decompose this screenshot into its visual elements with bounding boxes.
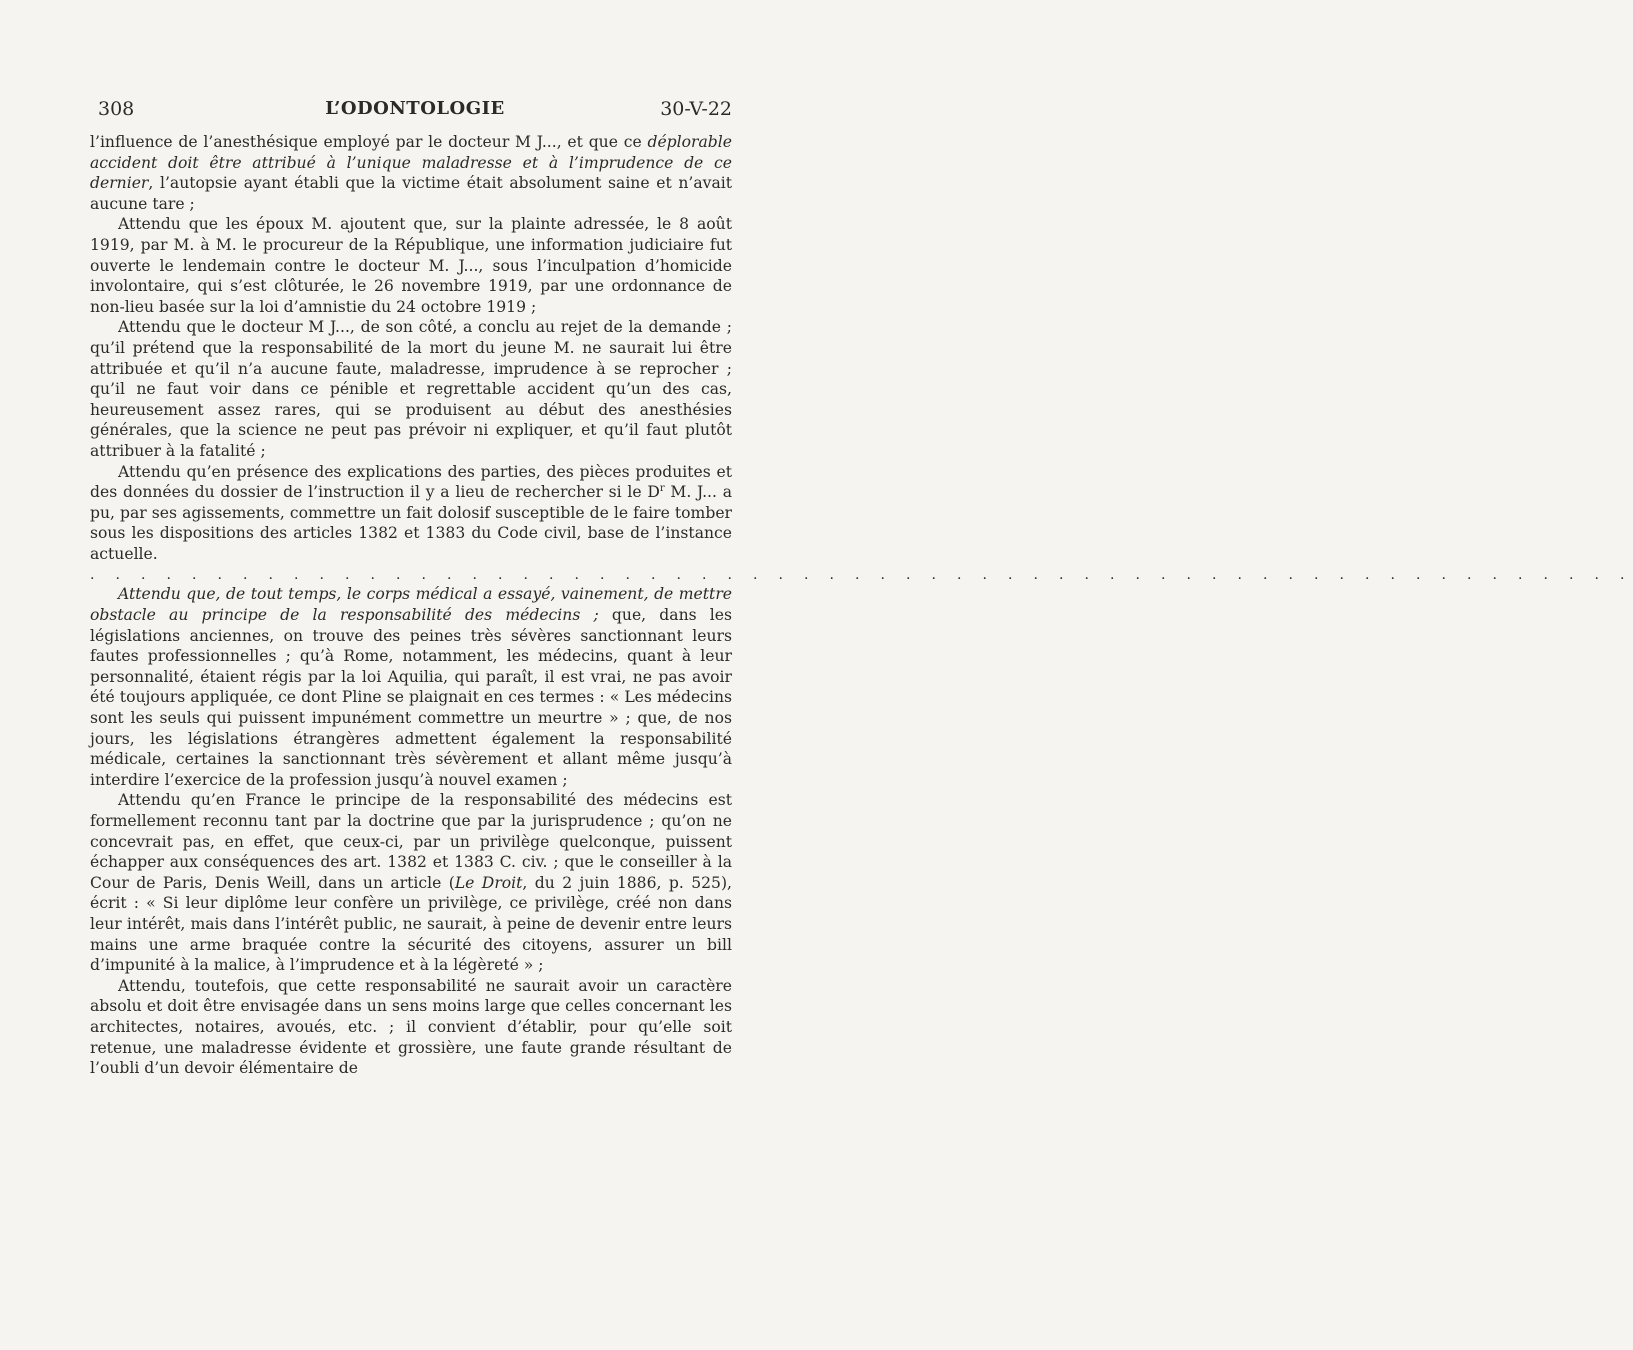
- paragraph: [90, 584, 732, 790]
- text-run: l’influence de l’anesthésique employé par le docteur M J..., et que ce: [90, 133, 648, 151]
- issue-date: 30-V-22: [660, 98, 732, 120]
- text-run: , l’autopsie ayant établi que la victime était absolument saine et n’avait aucune tare ;: [90, 174, 732, 213]
- superscript: r: [659, 482, 665, 494]
- text-run: Attendu, toutefois, que cette responsabilité ne saurait avoir un caractère absolu et doit être envisagée dans un sens moins large que celles concernant les architectes, notaires, avoués, etc. ; il convient d’établir, pour qu’elle soit retenue, une maladresse évidente et grossière, une faute grande résultant de l’oubli d’un devoir élémentaire de: [90, 976, 732, 1078]
- italic-text: Attendu que, de tout temps, le corps médical a essayé, vainement, de mettre obstacle au principe de la responsabilité des médecins ;: [90, 585, 732, 625]
- italic-text: Le Droit: [454, 873, 523, 892]
- body-text: [90, 132, 1633, 1079]
- text-run: , du 2 juin 1886, p. 525), écrit : « Si leur diplôme leur confère un privilège, ce privilège, créé non dans leur intérêt, mais dans l’intérêt public, ne saurait, à peine de devenir entre leurs mains une arme braquée contre la sécurité des citoyens, assurer un bill d’impunité à la malice, à l’imprudence et à la légèreté » ;: [90, 873, 733, 975]
- running-header: [98, 98, 732, 128]
- text-run: Attendu qu’en présence des explications des parties, des pièces produites et des données du dossier de l’instruction il y a lieu de rechercher si le D: [90, 462, 732, 502]
- paragraph: [90, 790, 732, 975]
- text-run: Attendu que le docteur M J..., de son côté, a conclu au rejet de la demande ; qu’il prétend que la responsabilité de la mort du jeune M. ne saurait lui être attribuée et qu’il n’a aucune faute, maladresse, imprudence à se reprocher ; qu’il ne faut voir dans ce pénible et regrettable accident qu’un des cas, heureusement assez rares, qui se produisent au début des anesthésies générales, que la science ne peut pas prévoir ni expliquer, et qu’il faut plutôt attribuer à la fatalité ;: [90, 318, 732, 460]
- paragraph: [90, 214, 732, 317]
- journal-title: L’ODONTOLOGIE: [325, 98, 505, 119]
- paragraph: [90, 462, 732, 565]
- paragraph: [90, 976, 732, 1079]
- paragraph: [90, 132, 732, 214]
- page-number: 308: [98, 98, 135, 120]
- italic-text: déplorable accident doit être attribué à l’unique maladresse et à l’imprudence de ce dernier: [90, 133, 732, 193]
- text-run: que, dans les législations anciennes, on trouve des peines très sévères sanctionnant leurs fautes professionnelles ; qu’à Rome, notamment, les médecins, quant à leur personnalité, étaient régis par la loi Aquilia, qui paraît, il est vrai, ne pas avoir été toujours appliquée, ce dont Pline se plaignait en ces termes : « Les médecins sont les seuls qui puissent impunément commettre un meurtre » ; que, de nos jours, les législations étrangères admettent également la responsabilité médicale, certaines la sanctionnant très sévèrement et allant même jusqu’à interdire l’exercice de la profession jusqu’à nouvel examen ;: [90, 606, 732, 789]
- omission-dots: . . . . . . . . . . . . . . . . . . . . . . . . . . . . . . . . . . . . . . . . . . . . . . . . . . . . . . . . . . . . .: [90, 567, 1633, 584]
- text-run: M. J... a pu, par ses agissements, commettre un fait dolosif susceptible de le faire tomber sous les dispositions des articles 1382 et 1383 du Code civil, base de l’instance actuelle.: [90, 483, 732, 563]
- paragraph: [90, 317, 732, 461]
- text-run: Attendu qu’en France le principe de la responsabilité des médecins est formellement reconnu tant par la doctrine que par la jurisprudence ; qu’on ne concevrait pas, en effet, que ceux-ci, par un privilège quelconque, puissent échapper aux conséquences des art. 1382 et 1383 C. civ. ; que le conseiller à la Cour de Paris, Denis Weill, dans un article (: [90, 791, 732, 892]
- text-run: Attendu que les époux M. ajoutent que, sur la plainte adressée, le 8 août 1919, par M. à M. le procureur de la République, une information judiciaire fut ouverte le lendemain contre le docteur M. J..., sous l’inculpation d’homicide involontaire, qui s’est clôturée, le 26 novembre 1919, par une ordonnance de non-lieu basée sur la loi d’amnistie du 24 octobre 1919 ;: [90, 215, 732, 316]
